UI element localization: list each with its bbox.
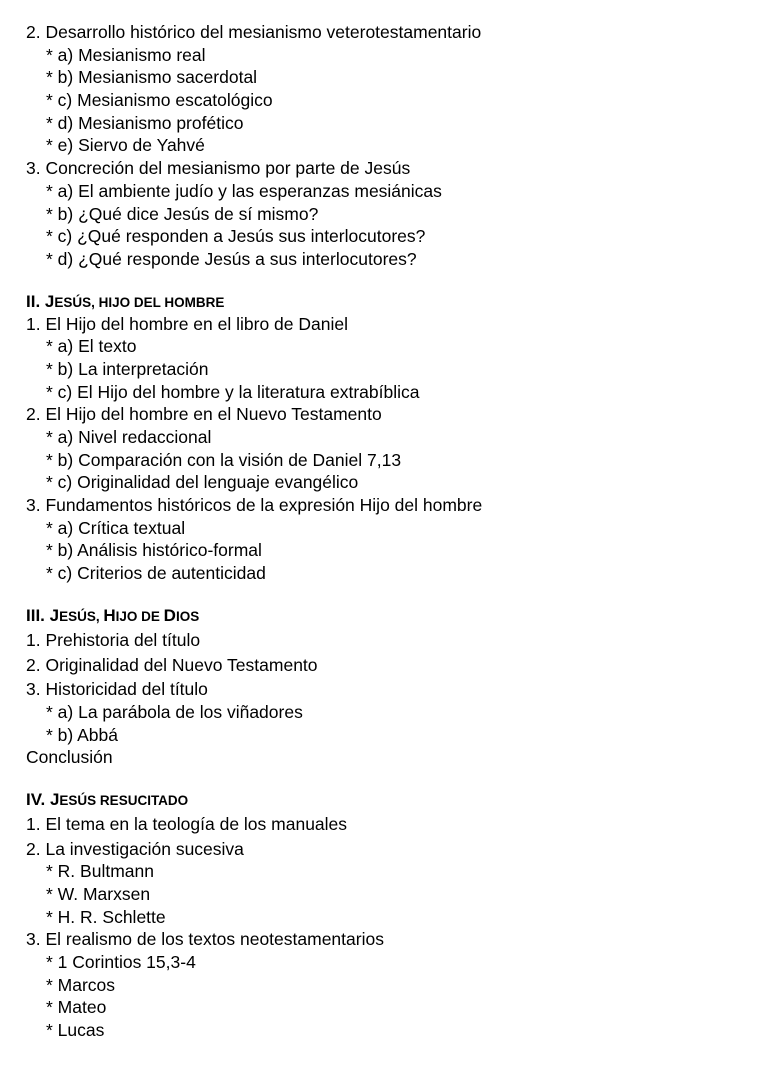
heading-initial: H (103, 605, 116, 625)
outline-subitem: * b) ¿Qué dice Jesús de sí mismo? (46, 203, 319, 224)
outline-subitem: * a) Nivel redaccional (46, 427, 212, 447)
outline-subitem: * c) El Hijo del hombre y la literatura extrabíblica (46, 381, 420, 402)
outline-subitem: * a) La parábola de los viñadores (46, 701, 303, 722)
heading-smallcaps: HIJO DEL HOMBRE (98, 294, 225, 310)
outline-item: 3. Historicidad del título (26, 679, 208, 700)
section-heading-iii (26, 605, 756, 627)
outline-item: 2. La investigación sucesiva (26, 838, 244, 859)
outline-subitem: * R. Bultmann (46, 861, 154, 882)
outline-subitem: * Mateo (46, 997, 107, 1018)
outline-subitem: * c) Mesianismo escatológico (46, 90, 273, 111)
heading-smallcaps: ESÚS RESUCITADO (59, 792, 189, 808)
outline-subitem: * b) Análisis histórico-formal (46, 540, 262, 561)
section-heading-iv (26, 789, 756, 811)
heading-number: IV. (26, 789, 50, 809)
section-heading-ii (26, 291, 756, 313)
outline-subitem: * e) Siervo de Yahvé (46, 135, 205, 156)
outline-conclusion: Conclusión (26, 747, 113, 768)
outline-subitem: * b) Comparación con la visión de Daniel 7,13 (46, 449, 402, 470)
heading-initial: J (44, 291, 55, 311)
outline-item: 2. Desarrollo histórico del mesianismo veterotestamentario (26, 22, 482, 42)
heading-smallcaps: IJO (115, 608, 142, 624)
outline-subitem: * b) La interpretación (46, 358, 209, 379)
outline-subitem: * b) Mesianismo sacerdotal (46, 67, 258, 88)
outline-page (26, 21, 756, 1042)
outline-subitem: * d) Mesianismo profético (46, 112, 244, 133)
outline-item: 3. Concreción del mesianismo por parte de Jesús (26, 158, 411, 179)
outline-subitem: * a) Mesianismo real (46, 44, 206, 65)
heading-initial: D (163, 605, 176, 625)
outline-subitem: * c) Originalidad del lenguaje evangélico (46, 472, 359, 493)
outline-item: 1. El Hijo del hombre en el libro de Daniel (26, 313, 348, 334)
heading-number: III. (26, 605, 50, 625)
outline-item: 3. El realismo de los textos neotestamentarios (26, 929, 384, 950)
outline-item: 2. Originalidad del Nuevo Testamento (26, 654, 318, 675)
heading-smallcaps: DE (141, 608, 164, 624)
heading-smallcaps: ESÚS, (54, 294, 99, 310)
heading-initial: J (49, 605, 60, 625)
heading-number: II. (26, 291, 45, 311)
outline-subitem: * b) Abbá (46, 724, 118, 745)
outline-item: 3. Fundamentos históricos de la expresión Hijo del hombre (26, 495, 483, 516)
heading-smallcaps: ESÚS, (59, 608, 104, 624)
outline-subitem: * d) ¿Qué responde Jesús a sus interlocutores? (46, 248, 417, 269)
outline-subitem: * a) Crítica textual (46, 517, 186, 538)
outline-subitem: * H. R. Schlette (46, 906, 166, 927)
outline-subitem: * Marcos (46, 974, 116, 995)
outline-subitem: * a) El ambiente judío y las esperanzas mesiánicas (46, 180, 442, 201)
outline-subitem: * a) El texto (46, 336, 137, 357)
outline-subitem: * Lucas (46, 1020, 105, 1041)
outline-subitem: * 1 Corintios 15,3-4 (46, 952, 196, 973)
outline-subitem: * c) ¿Qué responden a Jesús sus interlocutores? (46, 226, 426, 247)
outline-item: 1. El tema en la teología de los manuales (26, 813, 348, 834)
heading-smallcaps: IOS (175, 608, 200, 624)
outline-item: 2. El Hijo del hombre en el Nuevo Testamento (26, 404, 382, 425)
heading-initial: J (49, 789, 60, 809)
outline-subitem: * c) Criterios de autenticidad (46, 563, 266, 584)
outline-subitem: * W. Marxsen (46, 884, 151, 904)
outline-item: 1. Prehistoria del título (26, 629, 201, 650)
